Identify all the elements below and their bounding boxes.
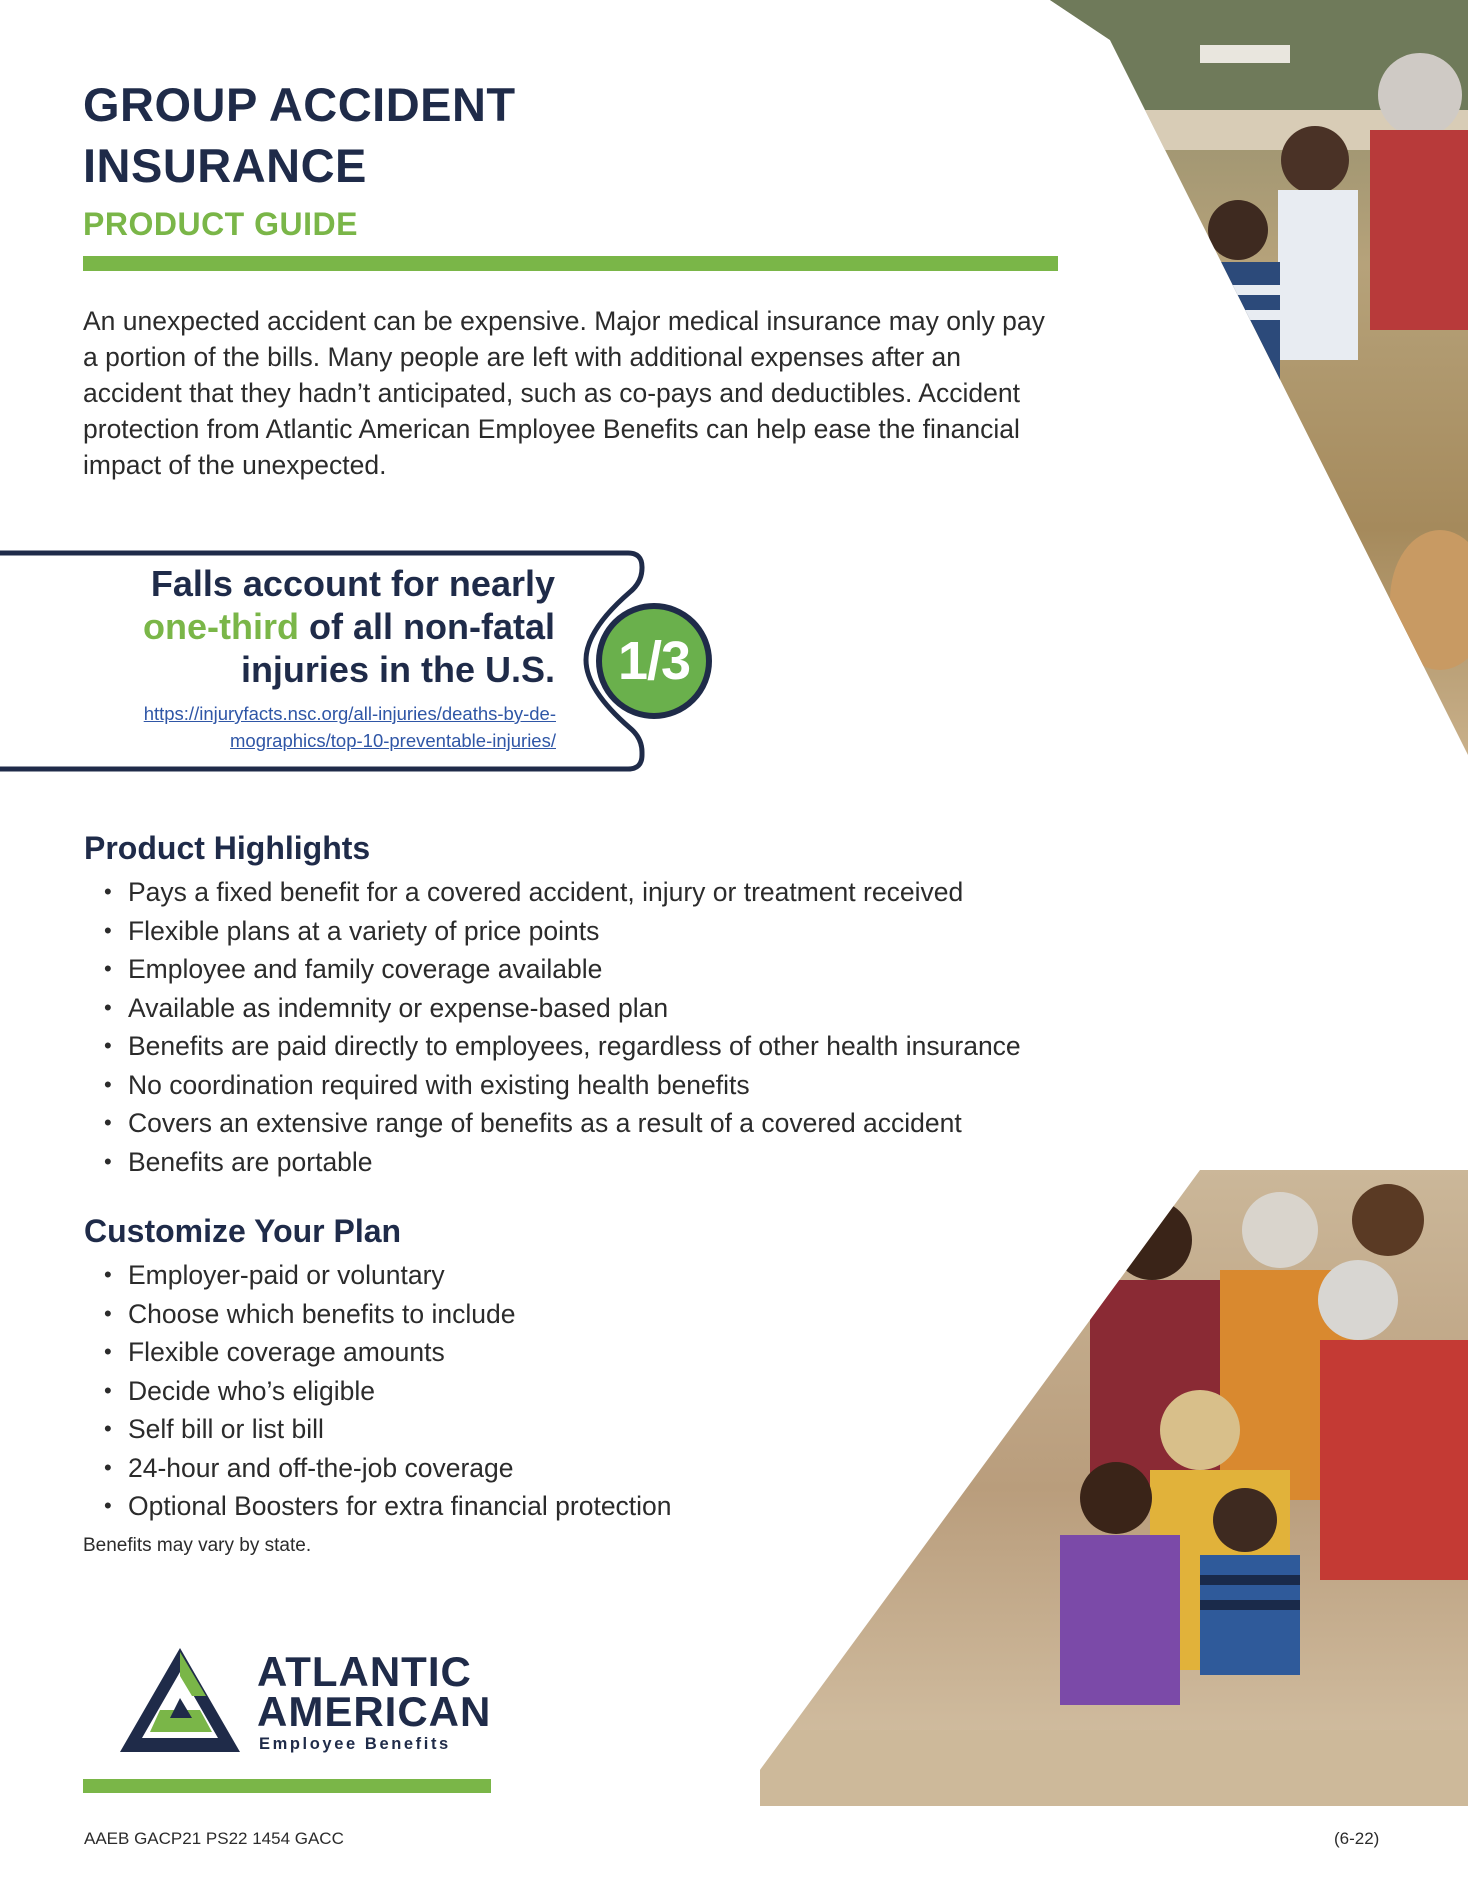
title-line-1: GROUP ACCIDENT bbox=[83, 78, 516, 131]
list-item-text: Employee and family coverage available bbox=[128, 954, 603, 984]
bullet-icon: • bbox=[104, 1071, 112, 1097]
list-item bbox=[84, 1027, 1084, 1066]
list-item bbox=[84, 1449, 784, 1488]
stat-line-3: injuries in the U.S. bbox=[240, 649, 555, 690]
list-item bbox=[84, 1372, 784, 1411]
list-item-text: Optional Boosters for extra financial protection bbox=[128, 1491, 672, 1521]
list-item bbox=[84, 989, 1084, 1028]
customize-list bbox=[84, 1256, 784, 1526]
logo-tagline: Employee Benefits bbox=[259, 1735, 451, 1753]
list-item-text: Choose which benefits to include bbox=[128, 1298, 516, 1329]
highlights-heading: Product Highlights bbox=[84, 830, 371, 866]
family-beach-photo bbox=[760, 1170, 1468, 1806]
list-item-text: Decide who’s eligible bbox=[128, 1375, 375, 1406]
highlights-list bbox=[84, 873, 1084, 1181]
list-item bbox=[84, 1066, 1084, 1105]
bullet-icon: • bbox=[104, 1262, 112, 1287]
stat-headline bbox=[60, 562, 555, 691]
stat-line-1: Falls account for nearly bbox=[150, 563, 555, 604]
title-line-2: INSURANCE bbox=[83, 139, 367, 192]
bullet-icon: • bbox=[104, 1110, 112, 1135]
customize-heading: Customize Your Plan bbox=[84, 1213, 402, 1249]
list-item bbox=[84, 873, 1084, 912]
page-subtitle: PRODUCT GUIDE bbox=[83, 206, 358, 242]
list-item-text: Self bill or list bill bbox=[128, 1414, 324, 1444]
list-item bbox=[84, 1410, 784, 1449]
bullet-icon: • bbox=[104, 1339, 112, 1364]
logo-name-line-2: AMERICAN bbox=[257, 1688, 492, 1735]
bullet-icon: • bbox=[104, 1033, 112, 1058]
footer-divider bbox=[83, 1779, 491, 1793]
list-item-text: Covers an extensive range of benefits as a result of a covered accident bbox=[128, 1108, 962, 1138]
bullet-icon: • bbox=[104, 879, 112, 904]
list-item-text: Flexible plans at a variety of price points bbox=[128, 915, 600, 946]
source-link-line-2[interactable]: mographics/top-10-preventable-injuries/ bbox=[230, 730, 556, 751]
company-logo bbox=[120, 1648, 492, 1758]
list-item bbox=[84, 1295, 784, 1334]
list-item-text: No coordination required with existing health benefits bbox=[128, 1069, 750, 1100]
logo-name-line-1: ATLANTIC bbox=[257, 1648, 472, 1695]
list-item bbox=[84, 912, 1084, 951]
logo-triangle-icon bbox=[120, 1648, 240, 1756]
page-title bbox=[83, 74, 643, 196]
list-item bbox=[84, 1256, 784, 1295]
list-item-text: Available as indemnity or expense-based plan bbox=[128, 992, 669, 1023]
family-walking-photo bbox=[1050, 0, 1468, 755]
bullet-icon: • bbox=[104, 1454, 112, 1480]
form-date: (6-22) bbox=[1334, 1829, 1380, 1848]
stat-highlight: one-third bbox=[143, 606, 299, 647]
state-disclaimer: Benefits may vary by state. bbox=[83, 1535, 312, 1556]
list-item bbox=[84, 1333, 784, 1372]
bullet-icon: • bbox=[104, 1416, 112, 1441]
header-divider bbox=[83, 256, 1058, 271]
bullet-icon: • bbox=[104, 1148, 112, 1174]
list-item bbox=[84, 1487, 784, 1526]
list-item-text: Flexible coverage amounts bbox=[128, 1337, 445, 1367]
bullet-icon: • bbox=[104, 956, 112, 981]
source-link[interactable] bbox=[70, 700, 556, 754]
stat-line-2-rest: of all non-fatal bbox=[299, 606, 555, 647]
stat-line-2 bbox=[60, 605, 555, 648]
bullet-icon: • bbox=[104, 917, 112, 943]
form-number: AAEB GACP21 PS22 1454 GACC bbox=[84, 1829, 344, 1848]
list-item bbox=[84, 1104, 1084, 1143]
bullet-icon: • bbox=[104, 1493, 112, 1518]
bullet-icon: • bbox=[104, 1300, 112, 1326]
intro-paragraph: An unexpected accident can be expensive. Major medical insurance may only pay a portion of the bills. Many people are left with additional expenses after an accident that they hadn’t anticipated, such as co-pays and deductibles. Accident protection from Atlantic American Employee Benefits can help ease the financial impact of the unexpected. bbox=[83, 306, 1045, 480]
list-item-text: 24-hour and off-the-job coverage bbox=[128, 1452, 514, 1483]
bullet-icon: • bbox=[104, 994, 112, 1020]
list-item bbox=[84, 950, 1084, 989]
source-link-line-1[interactable]: https://injuryfacts.nsc.org/all-injuries/deaths-by-de- bbox=[143, 703, 556, 724]
one-third-badge: 1/3 bbox=[596, 603, 712, 719]
list-item-text: Benefits are paid directly to employees, regardless of other health insurance bbox=[128, 1031, 1021, 1061]
list-item-text: Pays a fixed benefit for a covered accident, injury or treatment received bbox=[128, 877, 964, 907]
list-item-text: Employer-paid or voluntary bbox=[128, 1260, 445, 1290]
bullet-icon: • bbox=[104, 1377, 112, 1403]
list-item-text: Benefits are portable bbox=[128, 1146, 373, 1177]
